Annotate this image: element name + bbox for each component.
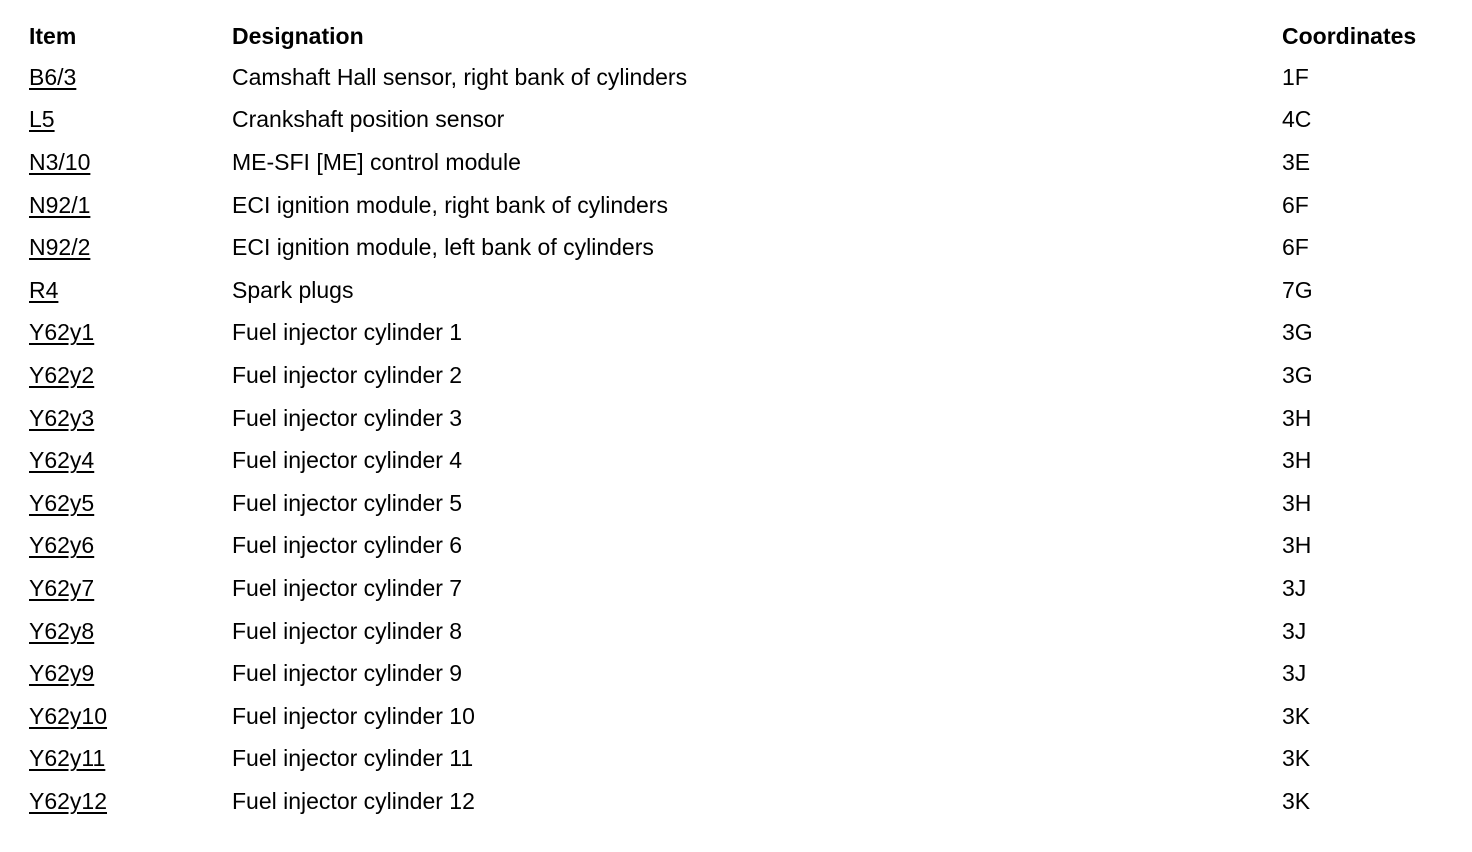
item-link[interactable]: N3/10 [29, 148, 91, 175]
row-designation: Fuel injector cylinder 1 [232, 319, 463, 346]
table-row [29, 439, 1449, 482]
row-coordinates: 7G [1282, 276, 1313, 303]
table-row [29, 99, 1449, 142]
row-designation: Fuel injector cylinder 9 [232, 660, 463, 687]
item-link[interactable]: Y62y7 [29, 574, 95, 601]
table-row [29, 226, 1449, 269]
table-row [29, 312, 1449, 355]
row-coordinates: 3J [1282, 574, 1307, 601]
row-coordinates: 3J [1282, 617, 1307, 644]
row-designation: Fuel injector cylinder 7 [232, 574, 463, 601]
row-designation: Spark plugs [232, 276, 354, 303]
table-row [29, 610, 1449, 653]
row-coordinates: 3K [1282, 745, 1311, 772]
row-coordinates: 3H [1282, 404, 1312, 431]
row-designation: Fuel injector cylinder 3 [232, 404, 463, 431]
item-link[interactable]: Y62y4 [29, 447, 95, 474]
header-designation: Designation [232, 22, 364, 49]
table-header-row [29, 16, 1449, 56]
row-coordinates: 1F [1282, 63, 1309, 90]
table-row [29, 482, 1449, 525]
item-link[interactable]: R4 [29, 276, 59, 303]
row-designation: ECI ignition module, right bank of cylinders [232, 191, 668, 218]
item-link[interactable]: Y62y5 [29, 489, 95, 516]
table-row [29, 695, 1449, 738]
table-row [29, 652, 1449, 695]
table-row [29, 141, 1449, 184]
row-designation: Fuel injector cylinder 4 [232, 447, 463, 474]
row-designation: Fuel injector cylinder 12 [232, 787, 475, 814]
component-legend-table [29, 16, 1449, 823]
row-coordinates: 4C [1282, 106, 1312, 133]
row-designation: ME-SFI [ME] control module [232, 148, 521, 175]
row-designation: Fuel injector cylinder 5 [232, 489, 463, 516]
row-designation: Fuel injector cylinder 2 [232, 361, 463, 388]
table-row [29, 184, 1449, 227]
table-row [29, 397, 1449, 440]
row-coordinates: 6F [1282, 191, 1309, 218]
item-link[interactable]: B6/3 [29, 63, 77, 90]
row-coordinates: 3H [1282, 489, 1312, 516]
item-link[interactable]: Y62y11 [29, 745, 106, 772]
table-row [29, 354, 1449, 397]
item-link[interactable]: Y62y10 [29, 702, 108, 729]
table-row [29, 56, 1449, 99]
item-link[interactable]: Y62y12 [29, 787, 108, 814]
row-coordinates: 6F [1282, 234, 1309, 261]
item-link[interactable]: Y62y2 [29, 361, 95, 388]
row-designation: Fuel injector cylinder 8 [232, 617, 463, 644]
table-row [29, 780, 1449, 823]
row-designation: Fuel injector cylinder 6 [232, 532, 463, 559]
header-coordinates: Coordinates [1282, 22, 1417, 49]
table-row [29, 738, 1449, 781]
row-coordinates: 3G [1282, 319, 1313, 346]
row-designation: Fuel injector cylinder 11 [232, 745, 474, 772]
row-designation: ECI ignition module, left bank of cylinders [232, 234, 654, 261]
row-coordinates: 3K [1282, 787, 1311, 814]
table-row [29, 567, 1449, 610]
item-link[interactable]: Y62y1 [29, 319, 95, 346]
item-link[interactable]: N92/2 [29, 234, 91, 261]
row-designation: Fuel injector cylinder 10 [232, 702, 475, 729]
item-link[interactable]: Y62y6 [29, 532, 95, 559]
row-coordinates: 3G [1282, 361, 1313, 388]
row-coordinates: 3H [1282, 447, 1312, 474]
item-link[interactable]: N92/1 [29, 191, 91, 218]
row-designation: Camshaft Hall sensor, right bank of cylinders [232, 63, 688, 90]
item-link[interactable]: L5 [29, 106, 55, 133]
table-row [29, 525, 1449, 568]
header-item: Item [29, 22, 77, 49]
row-designation: Crankshaft position sensor [232, 106, 505, 133]
row-coordinates: 3J [1282, 660, 1307, 687]
item-link[interactable]: Y62y8 [29, 617, 95, 644]
row-coordinates: 3E [1282, 148, 1311, 175]
item-link[interactable]: Y62y9 [29, 660, 95, 687]
table-row [29, 269, 1449, 312]
row-coordinates: 3K [1282, 702, 1311, 729]
item-link[interactable]: Y62y3 [29, 404, 95, 431]
row-coordinates: 3H [1282, 532, 1312, 559]
